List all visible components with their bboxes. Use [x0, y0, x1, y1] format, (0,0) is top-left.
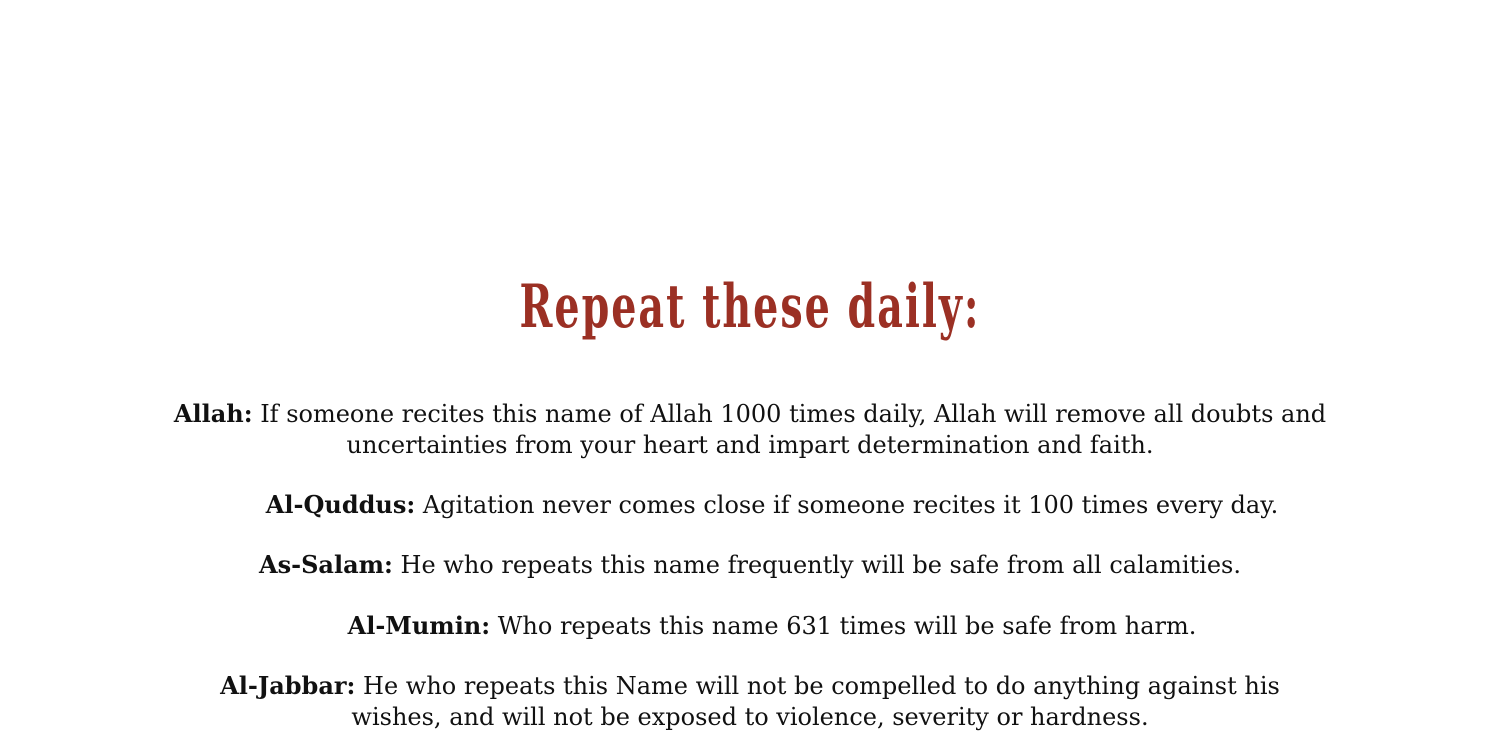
entry-text-continued: wishes, and will not be exposed to violence, severity or hardness. — [351, 703, 1149, 731]
entry-line — [44, 610, 1500, 642]
entry-al-mumin — [0, 610, 1500, 642]
entry-as-salam — [0, 549, 1500, 581]
entry-name: As-Salam: — [258, 550, 393, 579]
entry-name: Al-Quddus: — [265, 490, 416, 519]
entry-text: If someone recites this name of Allah 1000 times daily, Allah will remove all doubts and — [260, 400, 1327, 428]
entry-line — [0, 398, 1500, 430]
slide-title: Repeat these daily: — [519, 272, 981, 342]
entry-name: Allah: — [173, 399, 253, 428]
entry-al-quddus — [0, 489, 1500, 521]
entry-text-continued: uncertainties from your heart and impart determination and faith. — [346, 431, 1154, 459]
entry-text: Who repeats this name 631 times will be safe from harm. — [497, 612, 1197, 640]
entry-line — [0, 549, 1500, 581]
entry-name: Al-Jabbar: — [220, 671, 356, 700]
entry-name: Al-Mumin: — [347, 611, 491, 640]
entry-text: He who repeats this name frequently will be safe from all calamities. — [400, 551, 1241, 579]
entry-line — [0, 670, 1500, 702]
entry-al-jabbar — [0, 670, 1500, 733]
entry-line — [44, 489, 1500, 521]
entry-text: He who repeats this Name will not be compelled to do anything against his — [363, 672, 1280, 700]
entry-text: Agitation never comes close if someone recites it 100 times every day. — [422, 491, 1279, 519]
entry-allah — [0, 398, 1500, 461]
